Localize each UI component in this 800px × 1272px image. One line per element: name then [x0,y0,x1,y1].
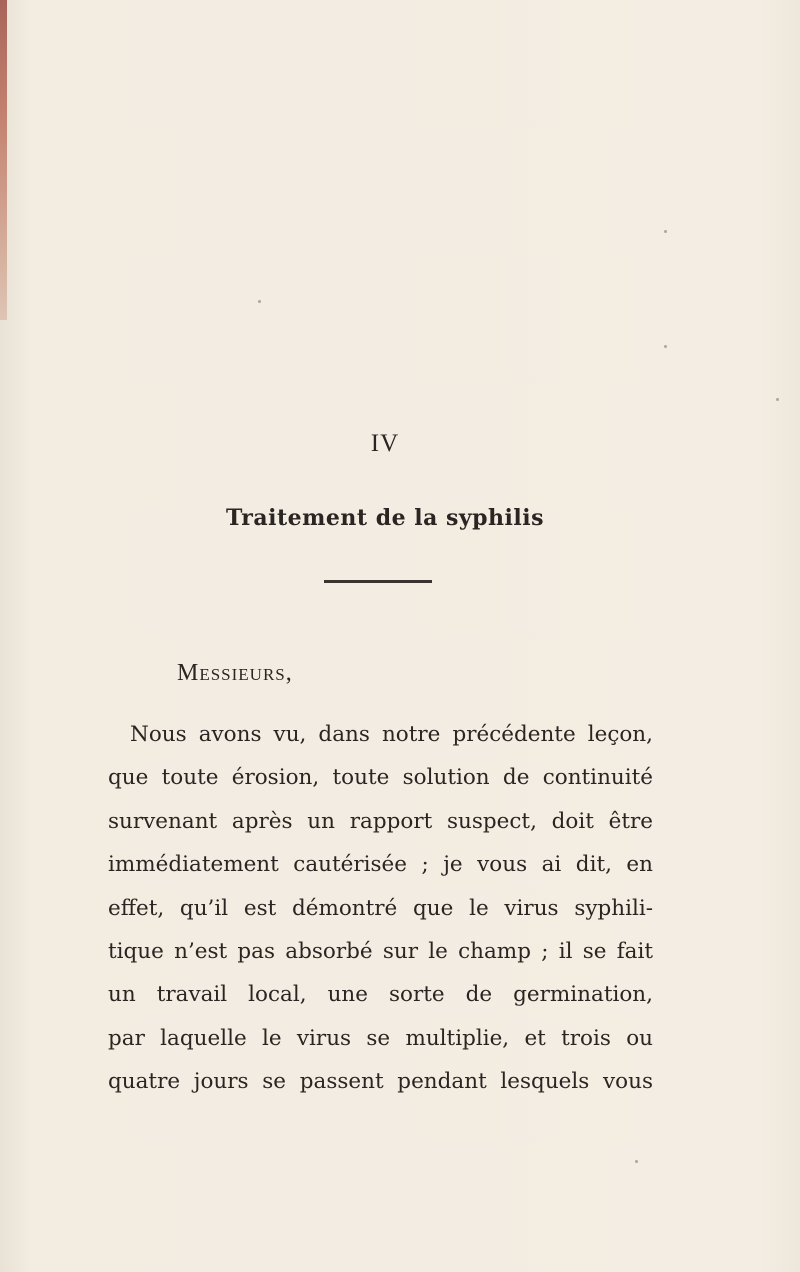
text-line: quatre jours se passent pendant lesquels vous [108,1069,653,1095]
text-line: un travail local, une sorte de germination, [108,982,653,1008]
title-divider [324,580,432,583]
paper-speck [258,300,261,303]
text-line: immédiatement cautérisée ; je vous ai dit, en [108,852,653,878]
text-line: que toute érosion, toute solution de continuité [108,765,653,791]
text-line: tique n’est pas absorbé sur le champ ; il se fait [108,939,653,965]
paper-speck [776,398,779,401]
paper-speck [635,1160,638,1163]
body-paragraph [108,713,653,1104]
page-edge [0,0,7,320]
chapter-title: Traitement de la syphilis [225,505,545,531]
paper-speck [664,230,667,233]
text-line: survenant après un rapport suspect, doit être [108,808,653,834]
text-line: Nous avons vu, dans notre précédente leçon, [130,722,653,747]
salutation: Messieurs, [177,660,293,686]
text-line: effet, qu’il est démontré que le virus syphili- [108,895,653,921]
paper-speck [664,345,667,348]
text-line: par laquelle le virus se multiplie, et trois ou [108,1025,653,1051]
chapter-number: IV [370,430,400,457]
